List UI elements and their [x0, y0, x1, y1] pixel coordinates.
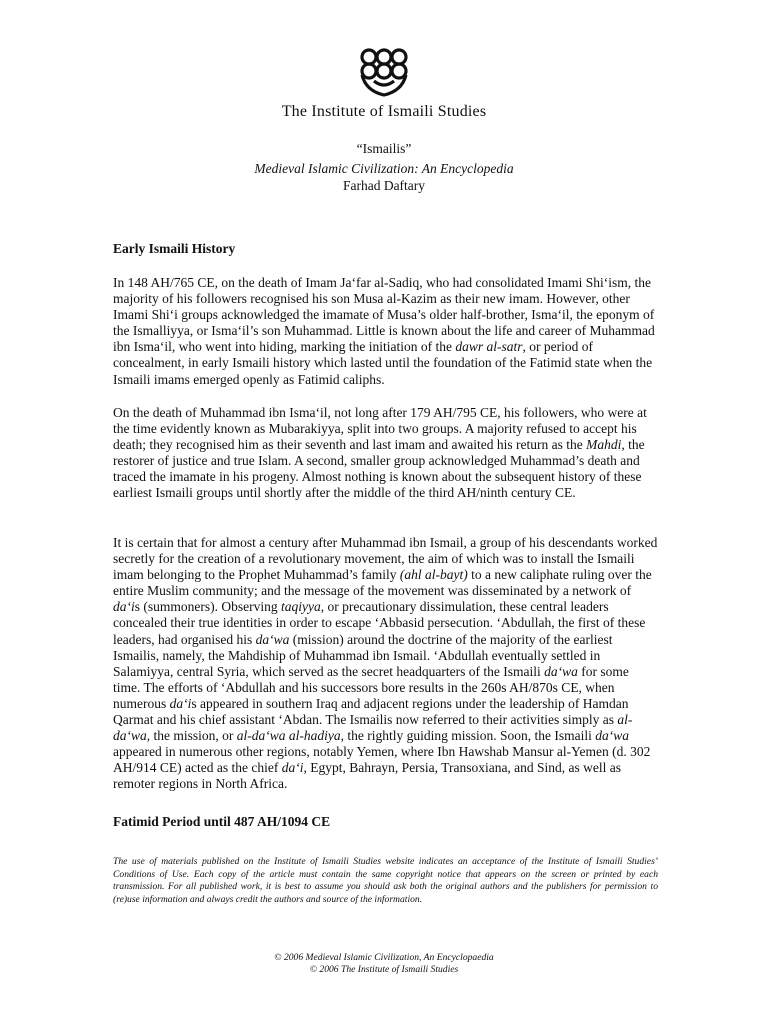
source-title: Medieval Islamic Civilization: An Encyclopedia: [254, 161, 514, 176]
italic-term: Mahdi: [586, 437, 622, 453]
author-name: Farhad Daftary: [342, 178, 426, 193]
text-run: , or period of concealment, in early Ismaili history which lasted until the foundation of the Fatimid state when the Ismaili imams emerged openly as Fatimid caliphs.: [113, 339, 653, 387]
text-run: s (summoners). Observing: [134, 599, 281, 615]
copyright-line: © 2006 Medieval Islamic Civilization, An Encyclopaedia: [274, 952, 494, 963]
text-run: s appeared in southern Iraq and adjacent regions under the leadership of Hamdan Qarmat and his chief assistant ‘Abdan. The Ismailis now referred to their activities simply as: [113, 695, 629, 728]
institute-logo-icon: [352, 45, 416, 99]
article-title: “Ismailis”: [356, 141, 412, 156]
text-run: On the death of Muhammad ibn Isma‘il, not long after 179 AH/795 CE, his followers, who were at the time evidently known as Mubarakiyya, split into two groups. A majority refused to accept his death; they recognised him as their seventh and last imam and awaited his return as the: [113, 405, 647, 453]
italic-term: taqiyya: [280, 599, 321, 615]
copyright-footer: [0, 952, 768, 976]
usage-notice: The use of materials published on the Institute of Ismaili Studies website indicates an acceptance of the Institute of Ismaili Studies’ Conditions of Use. Each copy of the article must contain the same copyright notice that appears on the screen or printed by each transmission. For all published work, it is best to assume you should ask both the original authors and the publishers for permission to (re)use information and always credit the authors and source of the information.: [113, 856, 658, 905]
body-paragraph: [113, 275, 658, 388]
text-run: , the rightly guiding mission. Soon, the Ismaili: [340, 728, 596, 744]
body-paragraph: [113, 535, 658, 793]
italic-term: da‘i: [281, 760, 304, 776]
section-heading: Fatimid Period until 487 AH/1094 CE: [113, 814, 331, 829]
italic-term: dawr al-satr: [455, 339, 523, 355]
copyright-line: © 2006 The Institute of Ismaili Studies: [309, 964, 459, 975]
text-run: for some time. The efforts of ‘Abdullah and his successors bore results in the 260s AH/870s CE, when numerous: [113, 663, 629, 711]
section-heading: Early Ismaili History: [113, 241, 236, 256]
italic-term: (ahl al-bayt): [399, 567, 468, 583]
institute-name: The Institute of Ismaili Studies: [281, 103, 487, 120]
italic-term: al-da‘wa: [113, 712, 633, 744]
text-run: , the restorer of justice and true Islam. A second, smaller group acknowledged Muhammad’s death and traced the imamate in his progeny. Almost nothing is known about the subsequent history of these earliest Ismaili groups until shortly after the middle of the third AH/ninth century CE.: [113, 437, 645, 501]
text-run: , Egypt, Bahrayn, Persia, Transoxiana, and Sind, as well as remoter regions in North Africa.: [113, 760, 622, 792]
text-run: In 148 AH/765 CE, on the death of Imam Ja‘far al-Sadiq, who had consolidated Imami Shi‘ism, the majority of his followers recognised his son Musa al-Kazim as their new imam. However, other Imami Shi‘i groups acknowledged the imamate of Musa’s older half-brother, Isma‘il, the eponym of the Ismalliyya, or Isma‘il’s son Muhammad. Little is known about the life and career of Muhammad ibn Isma‘il, who went into hiding, marking the initiation of the: [113, 275, 655, 355]
text-run: , the mission, or: [146, 728, 237, 744]
italic-term: da‘i: [113, 599, 135, 615]
text-run: It is certain that for almost a century after Muhammad ibn Ismail, a group of his descendants worked secretly for the creation of a revolutionary movement, the aim of which was to install the Ismaili imam belonging to the Prophet Muhammad’s family: [113, 535, 658, 583]
body-paragraph: [113, 405, 658, 502]
italic-term: da‘wa: [255, 631, 290, 647]
italic-term: da‘wa: [544, 663, 578, 679]
text-run: to a new caliphate ruling over the entire Muslim community; and the message of the movement was disseminated by a network of: [113, 567, 652, 599]
italic-term: da‘wa: [595, 728, 629, 744]
italic-term: al-da‘wa al-hadiya: [236, 728, 341, 744]
italic-term: da‘i: [169, 695, 192, 711]
text-run: appeared in numerous other regions, notably Yemen, where Ibn Hawshab Mansur al-Yemen (d. 302 AH/914 CE) acted as the chief: [113, 744, 651, 776]
text-run: , or precautionary dissimulation, these central leaders concealed their true identities in order to escape ‘Abbasid persecution. ‘Abdullah, the first of these leaders, had organised his: [113, 599, 646, 647]
text-run: (mission) around the doctrine of the majority of the earliest Ismailis, namely, the Mahdiship of Muhammad ibn Ismail. ‘Abdullah eventually settled in Salamiyya, central Syria, which served as the secret headquarters of the Ismaili: [113, 631, 613, 679]
